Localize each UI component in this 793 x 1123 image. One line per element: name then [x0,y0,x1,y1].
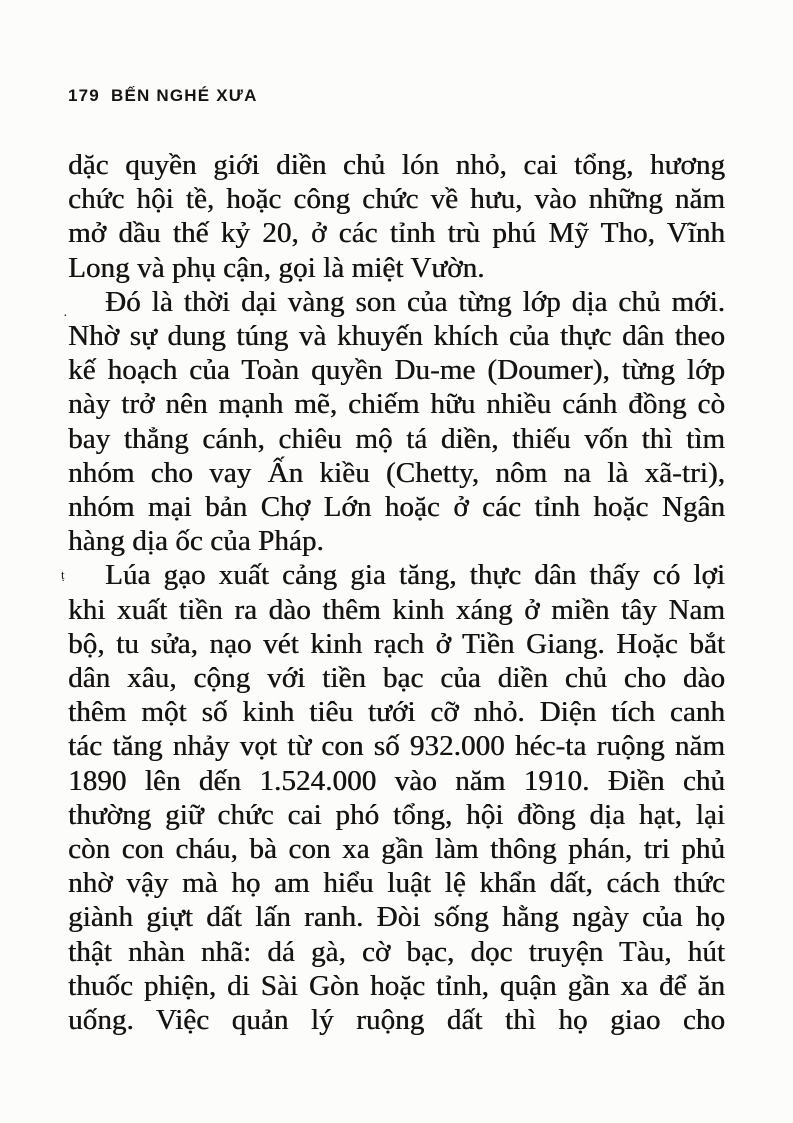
text-line: còn con cháu, bà con xa gần làm thông phán, tri phủ [68,833,725,866]
text-line: thật nhàn nhã: dá gà, cờ bạc, dọc truyện Tàu, hút [68,935,725,968]
ink-speck: · [63,309,68,324]
text-line: chức hội tề, hoặc công chức về hưu, vào những năm [68,183,725,216]
text-line: bay thẳng cánh, chiêu mộ tá diền, thiếu vốn thì tìm [68,422,725,455]
text-line: tác tăng nhảy vọt từ con số 932.000 héc-ta ruộng năm [68,730,725,763]
text-line: Lúa gạo xuất cảng gia tăng, thực dân thấy có lợi [105,559,725,592]
text-line: thêm một số kinh tiêu tưới cỡ nhỏ. Diện tích canh [68,696,725,729]
running-title: BẾN NGHÉ XƯA [110,86,258,105]
text-line: dân xâu, cộng với tiền bạc của diền chủ cho dào [68,662,725,695]
page-header [68,86,258,106]
text-line: này trở nên mạnh mẽ, chiếm hữu nhiều cánh đồng cò [68,388,725,421]
text-line: 1890 lên dến 1.524.000 vào năm 1910. Điền chủ [68,764,725,797]
text-line: nhóm mại bản Chợ Lớn hoặc ở các tỉnh hoặc Ngân [68,491,725,524]
ink-speck: ṭ [61,567,65,582]
text-line: khi xuất tiền ra dào thêm kinh xáng ở miền tây Nam [68,593,725,626]
text-line: Nhờ sự dung túng và khuyến khích của thực dân theo [68,320,725,353]
text-line: thuốc phiện, di Sài Gòn hoặc tỉnh, quận gần xa để ăn [68,969,725,1002]
text-line: mở dầu thế kỷ 20, ở các tỉnh trù phú Mỹ Tho, Vĩnh [68,217,725,250]
text-line: giành giựt dất lấn ranh. Đòi sống hằng ngày của họ [68,901,725,934]
page-number: 179 [68,86,100,105]
text-line: kế hoạch của Toàn quyền Du-me (Doumer), từng lớp [68,354,725,387]
text-line: nhờ vậy mà họ am hiểu luật lệ khẩn dất, cách thức [68,867,725,900]
text-line: uống. Việc quản lý ruộng dất thì họ giao cho [68,1004,725,1037]
text-line: bộ, tu sửa, nạo vét kinh rạch ở Tiền Giang. Hoặc bắt [68,627,725,660]
text-line: Đó là thời dại vàng son của từng lớp dịa chủ mới. [105,285,725,318]
text-line: nhóm cho vay Ấn kiều (Chetty, nôm na là xã-tri), [68,456,725,489]
text-line: thường giữ chức cai phó tổng, hội đồng dịa hạt, lại [68,798,725,831]
body-text [68,148,725,1037]
text-line: Long và phụ cận, gọi là miệt Vườn. [68,251,485,284]
text-line: dặc quyền giới diền chủ lón nhỏ, cai tổng, hương [68,149,725,181]
text-line: hàng dịa ốc của Pháp. [68,525,324,558]
